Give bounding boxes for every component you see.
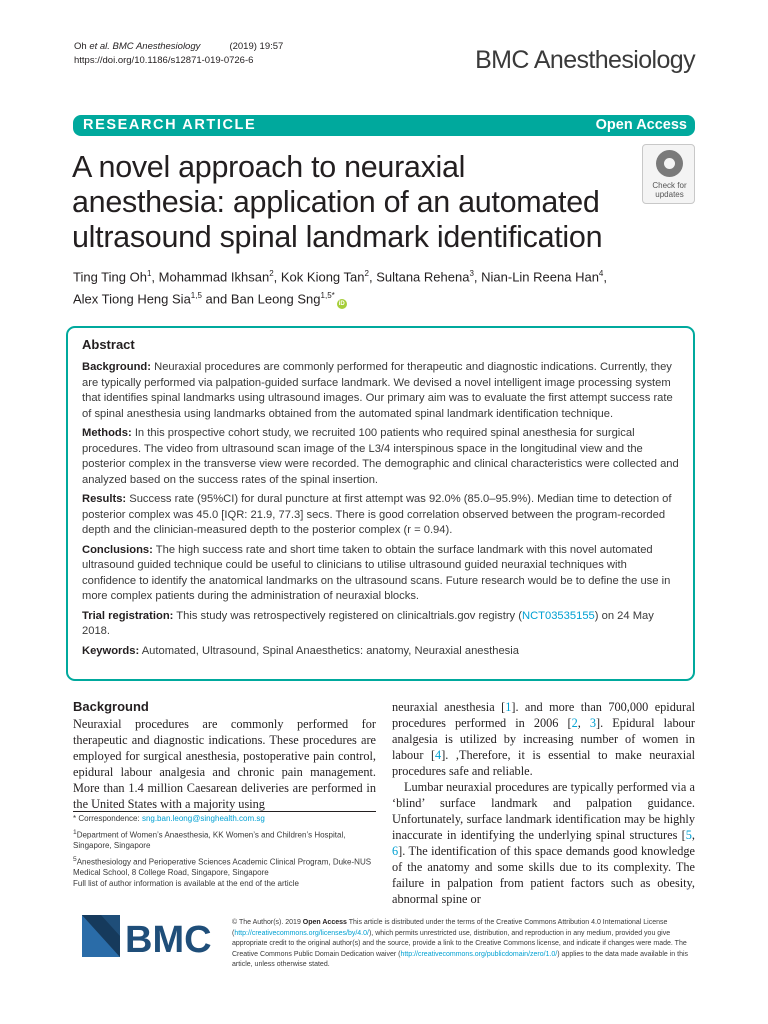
license-link[interactable]: http://creativecommons.org/licenses/by/4.0/: [234, 929, 369, 937]
section-heading: Background: [73, 699, 149, 714]
affiliation: $^1$Department of Women’s Anaesthesia, KK Women’s and Children’s Hospital, Singapore, Singapore: [73, 828, 346, 851]
citation-year: (2019) 19:57: [229, 41, 284, 52]
reference-link[interactable]: 3: [589, 716, 596, 730]
correspondence-email[interactable]: sng.ban.leong@singhealth.com.sg: [141, 814, 265, 823]
badge-line-1: Check for: [652, 181, 687, 190]
trial-registry-link[interactable]: NCT03535155: [522, 609, 595, 622]
correspondence: * Correspondence: sng.ban.leong@singhealth.com.sg: [73, 814, 265, 823]
abstract-methods: Methods: In this prospective cohort study, we recruited 100 patients who required spinal anesthesia for surgical procedures. The video from ultrasound scan image of the L3/4 interspinous space in the longitudinal view and the posterior complex in the transverse view were recorded. The demographic and clinical characteristics were collected and analyzed based on the success rates of the spinal insertion.: [82, 427, 679, 486]
license-statement: © The Author(s). 2019 Open Access This article is distributed under the terms of the Creative Commons Attribution 4.0 International License (http://creativecommons.org/licenses/by/4.0/), which permits unrestricted use, distribution, and reproduction in any medium, provided you give appropriate credit to the original author(s) and the source, provide a link to the Creative Commons license, and indicate if changes were made. The Creative Commons Public Domain Dedication waiver (http://creativecommons.org/publicdomain/zero/1.0/) applies to the data made available in this article, unless otherwise stated.: [232, 919, 689, 968]
logo-text: BMC: [125, 919, 212, 959]
abstract-results: Results: Success rate (95%CI) for dural puncture at first attempt was 92.0% (85.0–95.9%). Median time to detection of posterior complex was 45.0 [IQR: 21.9, 77.3] secs. There is good correlation observed between the program-recorded depth and the clinician-measured depth to the posterior complex (r = 0.94).: [82, 493, 672, 536]
reference-link[interactable]: 1: [505, 700, 512, 714]
abstract-background: Background: Neuraxial procedures are commonly performed for therapeutic and diagnostic indications. Currently, they are typically performed via palpation-guided surface landmark. We devised a novel intelligent image processing system that identifies spinal landmarks using ultrasound images. Our primary aim was to evaluate the first attempt success rate of spinal anesthesia using landmarks obtained from the automated spinal landmark identification technique.: [82, 361, 673, 420]
body-paragraph: Lumbar neuraxial procedures are typically performed via a ‘blind’ surface landmark and palpation guidance. Unfortunately, surface landmark identification may be highly inaccurate in identifying the underlying spinal structures [5, 6]. The identification of this space demands good knowledge of the anatomy and some skills due to its complexity. The failure in palpation from patient factors such as obesity, abnormal spine or: [392, 780, 695, 906]
author: Nian-Lin Reena Han: [481, 269, 599, 285]
author-list: Ting Ting Oh$^1$, Mohammad Ikhsan$^2$, Kok Kiong Tan$^2$, Sultana Rehena$^3$, Nian-Lin Reena Han$^4$, Alex Tiong Heng Sia$^{1,5}$ and Ban Leong Sng$^{1,5*}$iD: [73, 269, 607, 307]
article-type: RESEARCH ARTICLE: [83, 117, 257, 133]
author: Alex Tiong Heng Sia: [73, 291, 191, 307]
abstract-heading: Abstract: [82, 337, 135, 352]
orcid-icon[interactable]: iD: [338, 300, 345, 307]
bmc-logo: [82, 913, 217, 959]
reference-link[interactable]: 5: [685, 828, 692, 842]
body-paragraph: Neuraxial procedures are commonly performed for therapeutic and diagnostic indications. These procedures are employed for surgical anesthesia, postoperative pain control, epidural labour analgesia and chronic pain management. More than 1.4 million Caesarean deliveries are performed in the United States with a majority using: [73, 717, 376, 811]
open-access-label: Open Access: [595, 117, 687, 133]
journal-name: BMC Anesthesiology: [475, 46, 695, 74]
doi-link[interactable]: https://doi.org/10.1186/s12871-019-0726-6: [74, 55, 254, 66]
crossmark-icon: [656, 150, 683, 177]
check-for-updates-button[interactable]: [642, 144, 695, 204]
citation-journal: et al. BMC Anesthesiology: [89, 41, 201, 52]
author-info-note: Full list of author information is available at the end of the article: [73, 878, 299, 888]
body-left-column: [73, 699, 376, 812]
footnotes: [73, 811, 376, 890]
public-domain-link[interactable]: http://creativecommons.org/publicdomain/zero/1.0/: [400, 950, 558, 958]
article-type-bar: [73, 115, 695, 136]
author: Sultana Rehena: [376, 269, 470, 285]
author: Mohammad Ikhsan: [158, 269, 270, 285]
badge-line-2: updates: [655, 190, 684, 199]
abstract-box: [66, 326, 695, 681]
reference-link[interactable]: 2: [571, 716, 578, 730]
body-paragraph: neuraxial anesthesia [1]. and more than 700,000 epidural procedures performed in 2006 [2, 3]. Epidural labour analgesia is utilized by increasing number of women in labour [4]. ,Therefore, it is essential to make neuraxial procedures safe and reliable.: [392, 700, 695, 778]
article-title: A novel approach to neuraxial anesthesia: application of an automated ultrasound spinal landmark identification: [72, 150, 603, 254]
citation-authors: Oh: [74, 41, 90, 52]
author: Ban Leong Sng: [230, 291, 321, 307]
author: Kok Kiong Tan: [280, 269, 365, 285]
abstract-keywords: Keywords: Automated, Ultrasound, Spinal Anaesthetics: anatomy, Neuraxial anesthesia: [82, 644, 519, 657]
reference-link[interactable]: 6: [392, 844, 399, 858]
body-right-column: [392, 699, 695, 907]
reference-link[interactable]: 4: [435, 748, 442, 762]
citation-header: [74, 40, 283, 68]
abstract-trial-registration: Trial registration: This study was retrospectively registered on clinicaltrials.gov registry (NCT03535155) on 24 May 2018.: [82, 609, 654, 637]
abstract-conclusions: Conclusions: The high success rate and short time taken to obtain the surface landmark with this novel automated ultrasound guided technique could be useful to clinicians to utilise ultrasound guided neuraxial techniques with confidence to identify the anatomical landmarks on the ultrasound scans. Future research would be to define the use in more complex patients during the administration of neuraxial blocks.: [82, 543, 671, 602]
affiliation: $^5$Anesthesiology and Perioperative Sciences Academic Clinical Program, Duke-NUS Medical School, 8 College Road, Singapore, Singapore: [73, 855, 372, 878]
author: Ting Ting Oh: [73, 269, 147, 285]
